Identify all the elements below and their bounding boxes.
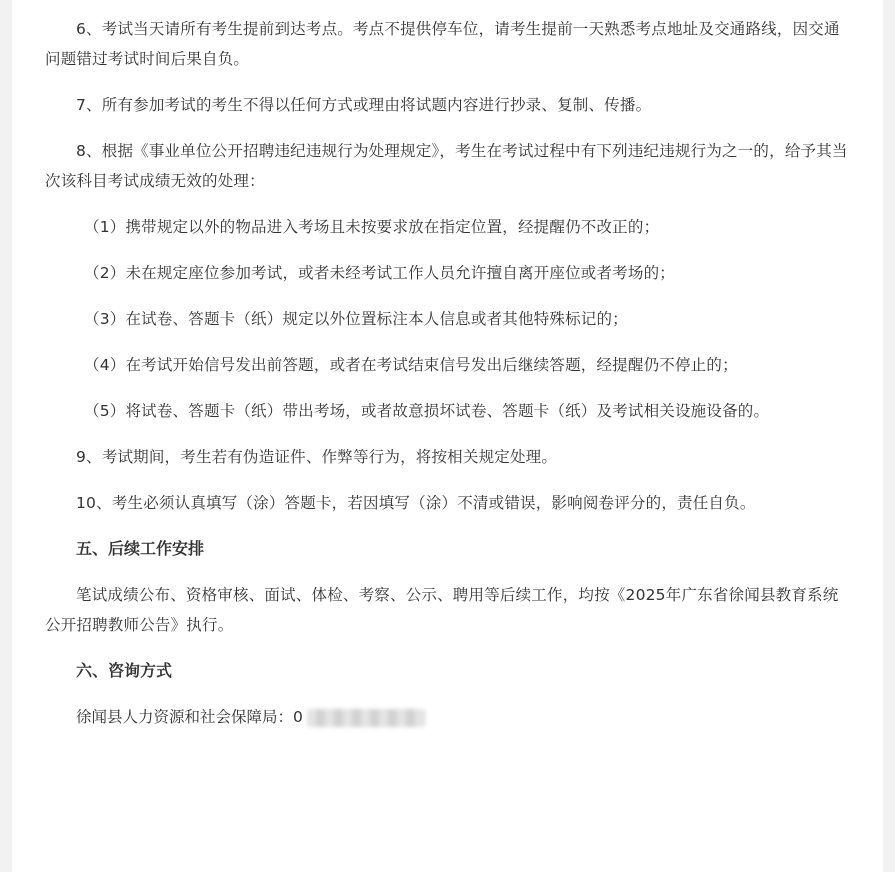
contact-phone-prefix: 0 [293, 708, 303, 726]
contact-label: 徐闻县人力资源和社会保障局： [76, 708, 294, 726]
section-5-heading: 五、后续工作安排 [76, 539, 205, 558]
rule-7: 7、所有参加考试的考生不得以任何方式或理由将试题内容进行抄录、复制、传播。 [76, 96, 652, 114]
rule-9: 9、考试期间，考生若有伪造证件、作弊等行为，将按相关规定处理。 [76, 448, 558, 466]
rule-8: 8、根据《事业单位公开招聘违纪违规行为处理规定》，考生在考试过程中有下列违纪违规行为之一的，给予其当次该科目考试成绩无效的处理： [45, 142, 848, 190]
rule-8-item-1: （1）携带规定以外的物品进入考场且未按要求放在指定位置，经提醒仍不改正的； [84, 218, 660, 236]
rule-10: 10、考生必须认真填写（涂）答题卡，若因填写（涂）不清或错误，影响阅卷评分的，责任自负。 [76, 494, 756, 512]
rule-8-item-5: （5）将试卷、答题卡（纸）带出考场，或者故意损坏试卷、答题卡（纸）及考试相关设施设备的。 [84, 402, 770, 420]
rule-8-item-4: （4）在考试开始信号发出前答题，或者在考试结束信号发出后继续答题，经提醒仍不停止的； [84, 356, 738, 374]
article-content [45, 14, 853, 732]
redacted-phone-number [307, 709, 425, 727]
section-6-heading: 六、咨询方式 [76, 661, 173, 680]
rule-8-item-2: （2）未在规定座位参加考试，或者未经考试工作人员允许擅自离开座位或者考场的； [84, 264, 675, 282]
contact-line [45, 702, 853, 732]
rule-6: 6、考试当天请所有考生提前到达考点。考点不提供停车位，请考生提前一天熟悉考点地址及交通路线，因交通问题错过考试时间后果自负。 [45, 20, 840, 68]
rule-8-item-3: （3）在试卷、答题卡（纸）规定以外位置标注本人信息或者其他特殊标记的； [84, 310, 628, 328]
article-page [12, 0, 883, 872]
section-5-body: 笔试成绩公布、资格审核、面试、体检、考察、公示、聘用等后续工作，均按《2025年广东省徐闻县教育系统公开招聘教师公告》执行。 [45, 586, 839, 634]
